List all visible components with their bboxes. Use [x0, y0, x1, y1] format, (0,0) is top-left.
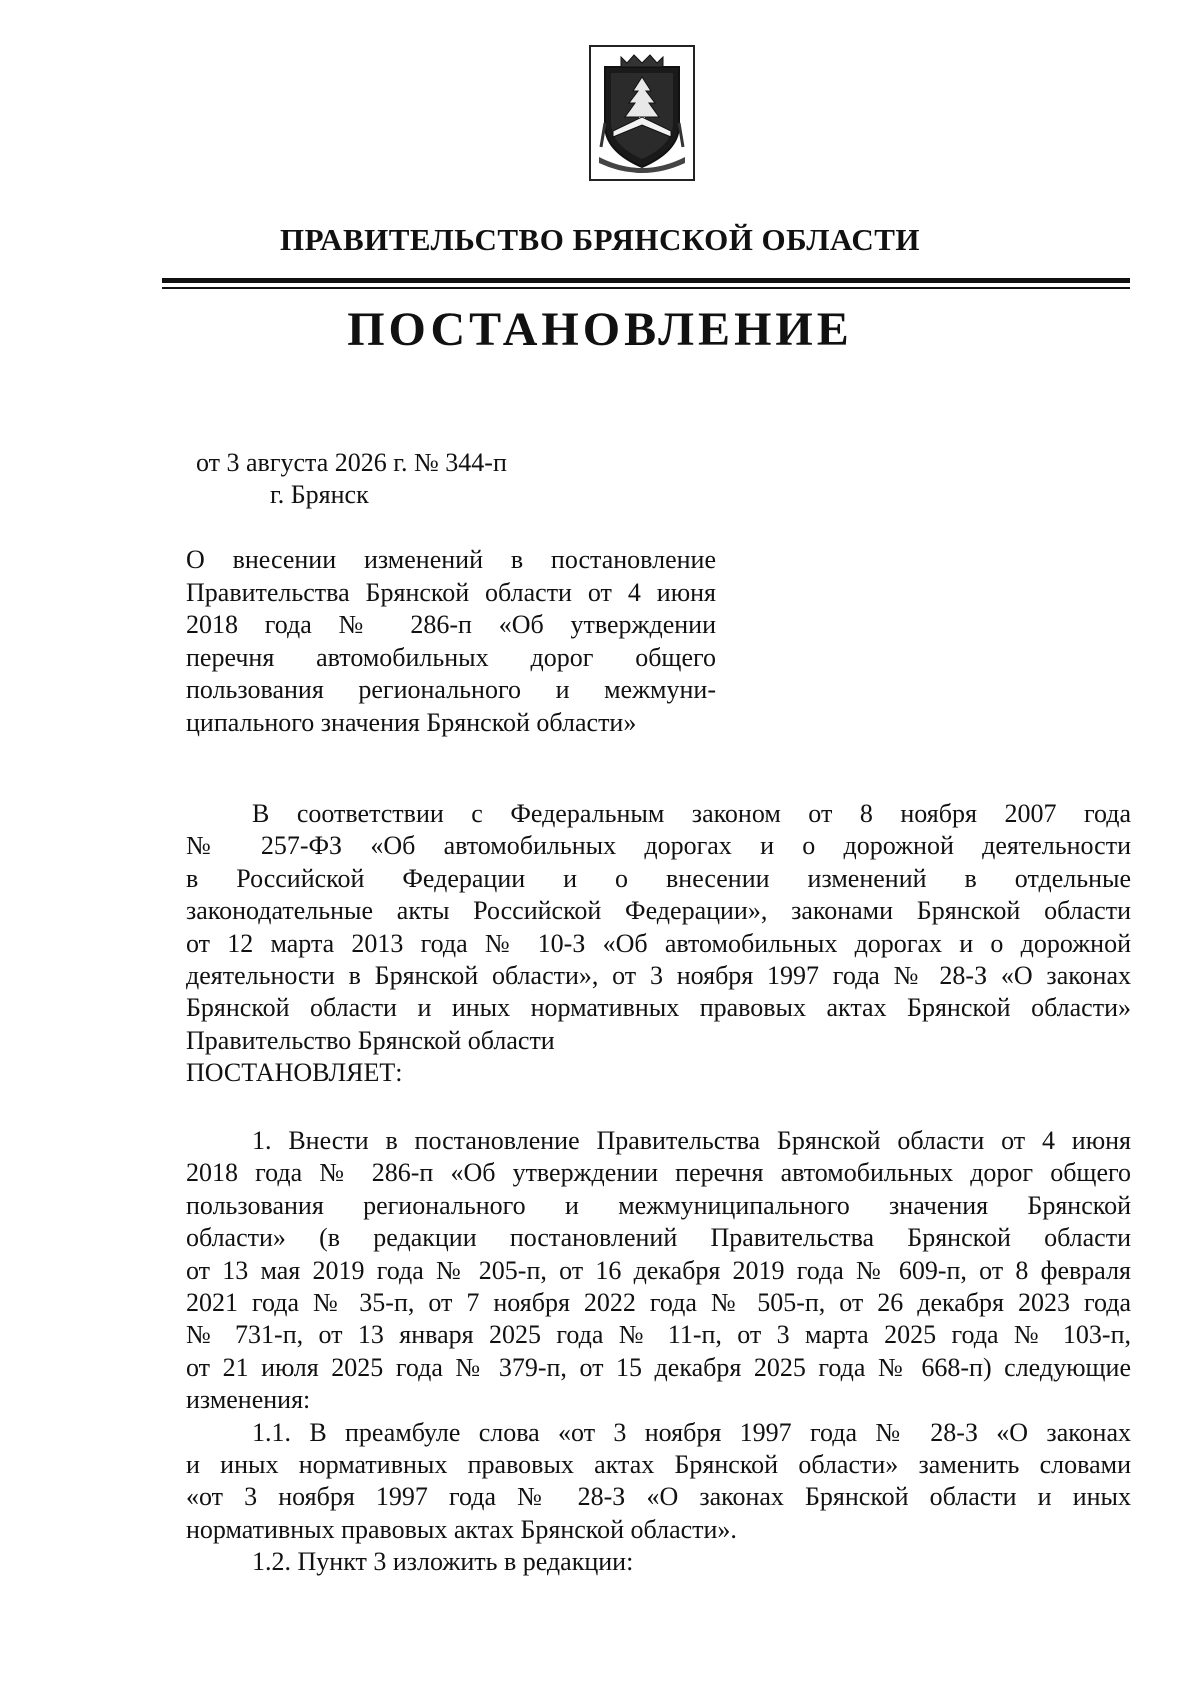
resolves-heading: ПОСТАНОВЛЯЕТ: — [186, 1058, 403, 1088]
subject-line: пользования регионального и межмуни- — [186, 675, 716, 704]
document-type-title: ПОСТАНОВЛЕНИЕ — [347, 303, 853, 356]
clause-line: пользования регионального и межмуниципального значения Брянской — [186, 1190, 1131, 1220]
clause-line: от 13 мая 2019 года № 205-п, от 16 декабря 2019 года № 609-п, от 8 февраля — [186, 1255, 1131, 1285]
header-rule-thin — [162, 287, 1130, 289]
subject-line: 2018 года № 286-п «Об утверждении — [186, 610, 716, 639]
clauses-block — [186, 1125, 1131, 1579]
clause-line: 1.2. Пункт 3 изложить в редакции: — [252, 1547, 634, 1577]
emblem-graphic — [591, 47, 693, 179]
subject-line: Правительства Брянской области от 4 июня — [186, 577, 716, 607]
clause-line: 1.1. В преамбуле слова «от 3 ноября 1997 года № 28-З «О законах — [252, 1417, 1131, 1447]
city-line: г. Брянск — [270, 480, 369, 509]
clause-line: 2018 года № 286-п «Об утверждении перечня автомобильных дорог общего — [186, 1158, 1131, 1188]
clause-line: и иных нормативных правовых актах Брянской области» заменить словами — [186, 1450, 1131, 1480]
preamble-line: деятельности в Брянской области», от 3 ноября 1997 года № 28-З «О законах — [186, 961, 1131, 991]
subject-line: ципального значения Брянской области» — [186, 707, 637, 737]
preamble-block — [186, 798, 1131, 1090]
subject-block — [186, 544, 716, 739]
clause-line: 1. Внести в постановление Правительства Брянской области от 4 июня — [252, 1126, 1131, 1155]
clause-line: от 21 июля 2025 года № 379-п, от 15 декабря 2025 года № 668-п) следующие — [186, 1352, 1131, 1382]
clause-line: 2021 года № 35-п, от 7 ноября 2022 года № 505-п, от 26 декабря 2023 года — [186, 1288, 1131, 1318]
preamble-line: Правительство Брянской области — [186, 1025, 555, 1055]
clause-line: № 731-п, от 13 января 2025 года № 11-п, от 3 марта 2025 года № 103-п, — [186, 1320, 1131, 1350]
organization-title: ПРАВИТЕЛЬСТВО БРЯНСКОЙ ОБЛАСТИ — [279, 222, 921, 257]
preamble-line: в Российской Федерации и о внесении изменений в отдельные — [186, 863, 1131, 893]
preamble-line: В соответствии с Федеральным законом от 8 ноября 2007 года — [252, 799, 1131, 828]
clause-line: изменения: — [186, 1385, 311, 1415]
clause-line: нормативных правовых актах Брянской области». — [186, 1514, 737, 1544]
clause-line: «от 3 ноября 1997 года № 28-З «О законах Брянской области и иных — [186, 1482, 1131, 1512]
preamble-line: Брянской области и иных нормативных правовых актах Брянской области» — [186, 993, 1131, 1023]
preamble-line: законодательные акты Российской Федерации», законами Брянской области — [186, 896, 1131, 926]
bryansk-coat-of-arms-icon — [589, 45, 695, 181]
preamble-line: от 12 марта 2013 года № 10-З «Об автомобильных дорогах и о дорожной — [186, 928, 1131, 958]
preamble-line: № 257-ФЗ «Об автомобильных дорогах и о дорожной деятельности — [186, 831, 1131, 861]
subject-line: перечня автомобильных дорог общего — [186, 642, 716, 672]
clause-line: области» (в редакции постановлений Правительства Брянской области — [186, 1223, 1131, 1253]
date-number-line: от 3 августа 2026 г. № 344-п — [196, 448, 507, 477]
subject-line: О внесении изменений в постановление — [186, 545, 716, 574]
header-rule-thick — [162, 278, 1130, 283]
